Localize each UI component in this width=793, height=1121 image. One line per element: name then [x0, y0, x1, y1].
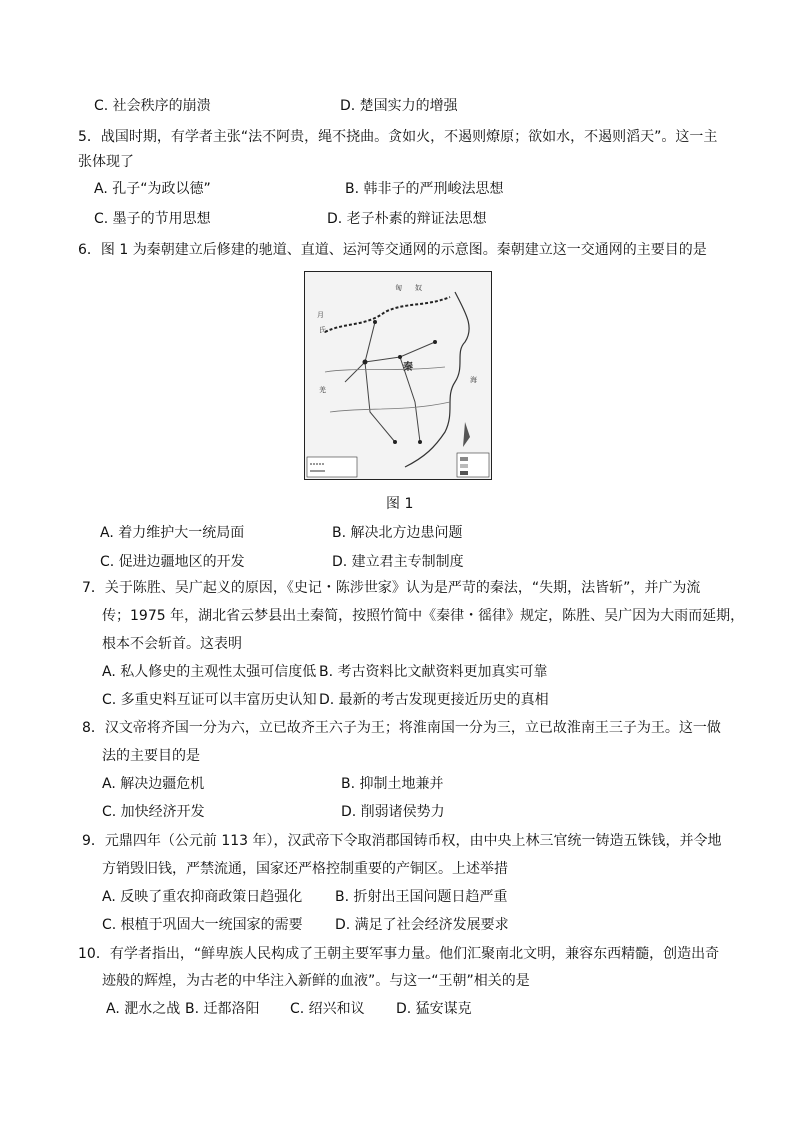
- q5-number: 5．: [78, 129, 101, 145]
- map-svg: [305, 272, 491, 479]
- q7-option-c: C. 多重史料互证可以丰富历史认知: [102, 692, 317, 708]
- legend-left: [307, 457, 357, 477]
- q10-number: 10．: [78, 946, 110, 962]
- q5-stem-line1: [78, 127, 717, 147]
- map-label-nu: 奴: [415, 284, 422, 292]
- map-label-yue: 月: [317, 311, 324, 319]
- map-label-xiong: 匈: [395, 284, 402, 292]
- q9-number: 9．: [82, 833, 105, 849]
- q9-stem-text: 元鼎四年（公元前 113 年），汉武帝下令取消郡国铸币权，由中央上林三官统一铸造五铢钱，并令地: [104, 833, 722, 849]
- q5-option-a: A. 孔子“为政以德”: [94, 181, 211, 197]
- q4-option-c: C. 社会秩序的崩溃: [94, 98, 211, 114]
- q4-option-d: D. 楚国实力的增强: [340, 98, 458, 114]
- q8-option-b: B. 抑制土地兼并: [341, 776, 444, 792]
- map-label-shi: 氏: [319, 326, 326, 334]
- q6-stem-text: 图 1 为秦朝建立后修建的驰道、直道、运河等交通网的示意图。秦朝建立这一交通网的主要目的是: [100, 242, 707, 258]
- q7-stem-line1: [82, 578, 700, 598]
- q5-option-d: D. 老子朴素的辩证法思想: [327, 211, 487, 227]
- q6-option-d: D. 建立君主专制制度: [332, 554, 464, 570]
- q8-stem-line1: [82, 718, 721, 738]
- road-north: [365, 322, 375, 362]
- great-wall-line: [325, 297, 450, 332]
- q10-stem-text: 有学者指出，“鲜卑族人民构成了王朝主要军事力量。他们汇聚南北文明，兼容东西精髓，创造出奇: [109, 946, 720, 962]
- map-label-qin: 秦: [403, 362, 413, 373]
- q10-option-a: A. 淝水之战: [106, 1001, 181, 1017]
- q10-option-d: D. 猛安谋克: [396, 1001, 472, 1017]
- taiwan-island: [463, 422, 470, 447]
- river-yellow: [325, 367, 445, 372]
- q8-option-d: D. 削弱诸侯势力: [341, 804, 445, 820]
- q7-stem-line2: 传；1975 年，湖北省云梦县出土秦简，按照竹简中《秦律・徭律》规定，陈胜、吴广因为大雨而延期，: [102, 608, 745, 624]
- road-south: [365, 362, 395, 442]
- q6-option-a: A. 着力维护大一统局面: [100, 525, 245, 541]
- city-marker: [418, 440, 422, 444]
- q6-number: 6．: [78, 242, 101, 258]
- figure-caption: 图 1: [386, 496, 414, 512]
- q7-stem-line3: 根本不会斩首。这表明: [102, 636, 242, 652]
- q9-option-b: B. 折射出王国问题日趋严重: [335, 889, 508, 905]
- map-label-qiang: 羌: [319, 386, 326, 394]
- q7-option-b: B. 考古资料比文献资料更加真实可靠: [319, 664, 548, 680]
- q9-stem-line2: 方销毁旧钱，严禁流通，国家还严格控制重要的产铜区。上述举措: [102, 861, 508, 877]
- q6-option-c: C. 促进边疆地区的开发: [100, 554, 245, 570]
- q9-stem-line1: [82, 831, 722, 851]
- q7-option-a: A. 私人修史的主观性太强可信度低: [102, 664, 317, 680]
- q7-number: 7．: [82, 580, 105, 596]
- city-marker: [373, 320, 377, 324]
- q8-option-c: C. 加快经济开发: [102, 804, 205, 820]
- q10-stem-line1: [78, 944, 719, 964]
- q10-option-b: B. 迁都洛阳: [185, 1001, 260, 1017]
- q8-number: 8．: [82, 720, 105, 736]
- q10-stem-line2: 迹般的辉煌，为古老的中华注入新鲜的血液”。与这一“王朝”相关的是: [102, 973, 530, 989]
- legend-swatch: [460, 457, 468, 461]
- map-label-sea: 海: [470, 376, 477, 384]
- legend-swatch: [460, 464, 468, 468]
- q5-stem-text: 战国时期，有学者主张“法不阿贵，绳不挠曲。贪如火，不遏则燎原；欲如水，不遏则滔天”。这一主: [100, 129, 718, 145]
- coastline: [405, 292, 469, 467]
- q9-option-d: D. 满足了社会经济发展要求: [335, 917, 509, 933]
- q8-stem-text: 汉文帝将齐国一分为六，立已故齐王六子为王；将淮南国一分为三，立已故淮南王三子为王。这一做: [104, 720, 721, 736]
- city-marker: [398, 355, 402, 359]
- river-yangtze: [330, 402, 450, 412]
- q8-stem-line2: 法的主要目的是: [102, 748, 200, 764]
- city-marker: [393, 440, 397, 444]
- q9-option-c: C. 根植于巩固大一统国家的需要: [102, 917, 303, 933]
- q10-option-c: C. 绍兴和议: [290, 1001, 365, 1017]
- city-marker: [363, 360, 368, 365]
- qin-transport-map: [304, 271, 492, 480]
- city-marker: [433, 340, 437, 344]
- legend-swatch: [460, 471, 468, 475]
- q6-stem-line1: [78, 240, 707, 260]
- q5-option-b: B. 韩非子的严刑峻法思想: [345, 181, 504, 197]
- q6-option-b: B. 解决北方边患问题: [332, 525, 463, 541]
- q5-stem-line2: 张体现了: [78, 154, 134, 170]
- q7-stem-text: 关于陈胜、吴广起义的原因，《史记・陈涉世家》认为是严苛的秦法，“失期，法皆斩”，并广为流: [104, 580, 701, 596]
- q9-option-a: A. 反映了重农抑商政策日趋强化: [102, 889, 303, 905]
- q7-option-d: D. 最新的考古发现更接近历史的真相: [319, 692, 549, 708]
- q8-option-a: A. 解决边疆危机: [102, 776, 205, 792]
- road-west: [345, 362, 365, 382]
- q5-option-c: C. 墨子的节用思想: [94, 211, 211, 227]
